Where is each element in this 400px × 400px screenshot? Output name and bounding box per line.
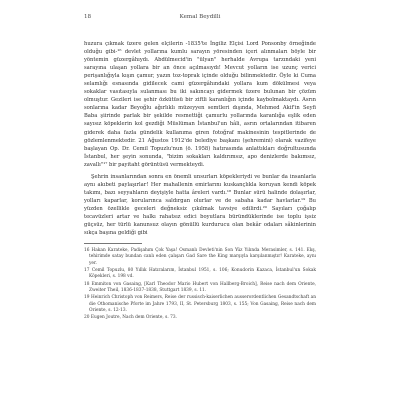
body-text (84, 40, 316, 237)
footnote-rule (84, 243, 142, 244)
footnotes (84, 248, 316, 321)
page-number: 18 (84, 14, 92, 20)
footnote: 16 Hakan Karateke, Padişahım Çok Yaşa! Osmanlı Devleti'nin Son Yüz Yılında Merasimler, s. 141. Ekş, tehirimde satay bundan canlı eden çalışarı Gad Sare the King marşıyla karşılanmıştır! Karateke, aynı yer. (84, 248, 316, 266)
footnote: 20 Eugen Joutre, Nach dem Oriente, s. 73. (84, 315, 177, 321)
paragraph: huzura çıkmak üzere gelen elçilerin -1835'te İngiliz Elçisi Lord Ponsonby örneğinde olduğu gibi-¹⁶ devlet yollarına kumlu sarayın yöresinden içeri alınmaları böyle bir yöntemin güzergâhıydı. Abdülmecid'in "ülyan" herhalde Avrupa tarzındaki yeni sarayına ulaşan yollara bir an önce açılmasıydı! Mevcut yolların ise uzunç verici perişanlığıyla kışın çamur, yazın toz-toprak içinde olduğu bilinmektedir. Öyle ki Cuma selamlığı esnasında gidilecek cami güzergâhındaki yollara kum dökülmesi veya sokaklar vasıtasıyla sulanması bu iki sakıncayı gidermek üzere bulunan bir çözüm olmuştur. Gezileri ise şehir özkütüsü bir ziftli karanlığın içinde kaybolmaktaydı. Asrın sonlarına kadar Beyoğlu ağırlıklı müzeyyen semtleri dışında, Mehmed Akif'in Seyfi Baba şiirinde parlak bir şekilde resmettiği çamurlu yollarında karanlığa eşlik eden sayısız köpeklerin kol gezdiği Müslüman İstanbul'un hâli, asrın ortalarından itibaren giderek daha fazla gündelik kullanıma giren fotoğraf makinesinin tespitlerinde de gözlemlenmektedir. 21 Ağustos 1912'de belediye başkanı (şehremini) olarak vazifeye başlayan Op. Dr. Cemil Topuzlu'nun (ö. 1958) hatırasında anlattıkları doğrultusunda İstanbul, her şeyin sonunda, "bizim sokakları kaldırımsız, apo denizlerde bakımsız, zavallı"¹⁷ bir payitaht görüntüsü vermekteydi. (84, 41, 316, 168)
book-page (84, 14, 316, 386)
running-head: Kemal Beydilli (179, 14, 221, 20)
paragraph: Şehrin insanlarından sonra en önemli unsurları köpekleriydi ve bunlar da insanlarla aynı akıbeti paylaşırlar! Her mahallenin emirlarını kuskançlıkla koruyan kendi köpek takımı, bazı seyyahların deyişiyle hatta âreleri vardı.¹⁸ Bunlar sürü halinde dolaşırlar, yolları kaparlar, korularınca saldırgan olurlar ve de sabaha kadar havlarlar.¹⁹ Bu yüzden özellikle geceleri değneksiz çıkılmak tavsiye edilirdi.²⁰ Sayıları çoğalıp tecavüzleri artar ve halkı rahatsız edici boyutlara büründüklerinde ise toplu işsiz güçsüz, her türlü kanunsuz olayın gönüllü kurdurucu olan bekâr odaları sâkinlerinin sıkça başına geldiği gibi (84, 173, 316, 237)
footnote: 18 Emmiton von Gasaing, [Karl Theodor Mario Hubert von Hallberg-Broich], Reise nach dem Oriente, Zweiter Theil, 1836-1837-1838, Stuttgart 1839, s. 11. (84, 281, 316, 293)
page-header (84, 14, 316, 28)
footnote: 19 Heinrich Christoph von Reimers, Reise der russisch-kaiserlichen ausserordentlichen Gesandtschaft an die Othomanische Pforte im Jahre 1793, II, St. Petersburg 1803, s. 155; Von Gasaing, Reise nach dem Oriente, s. 12-13. (84, 295, 316, 313)
footnote: 17 Cemil Topuzlu, 80 Yıllık Hatıralarım, İstanbul 1951, s. 106; Konudorin Kazaca, İstanbul'un Sokak Köpekleri, s. 198 vd. (84, 268, 316, 280)
